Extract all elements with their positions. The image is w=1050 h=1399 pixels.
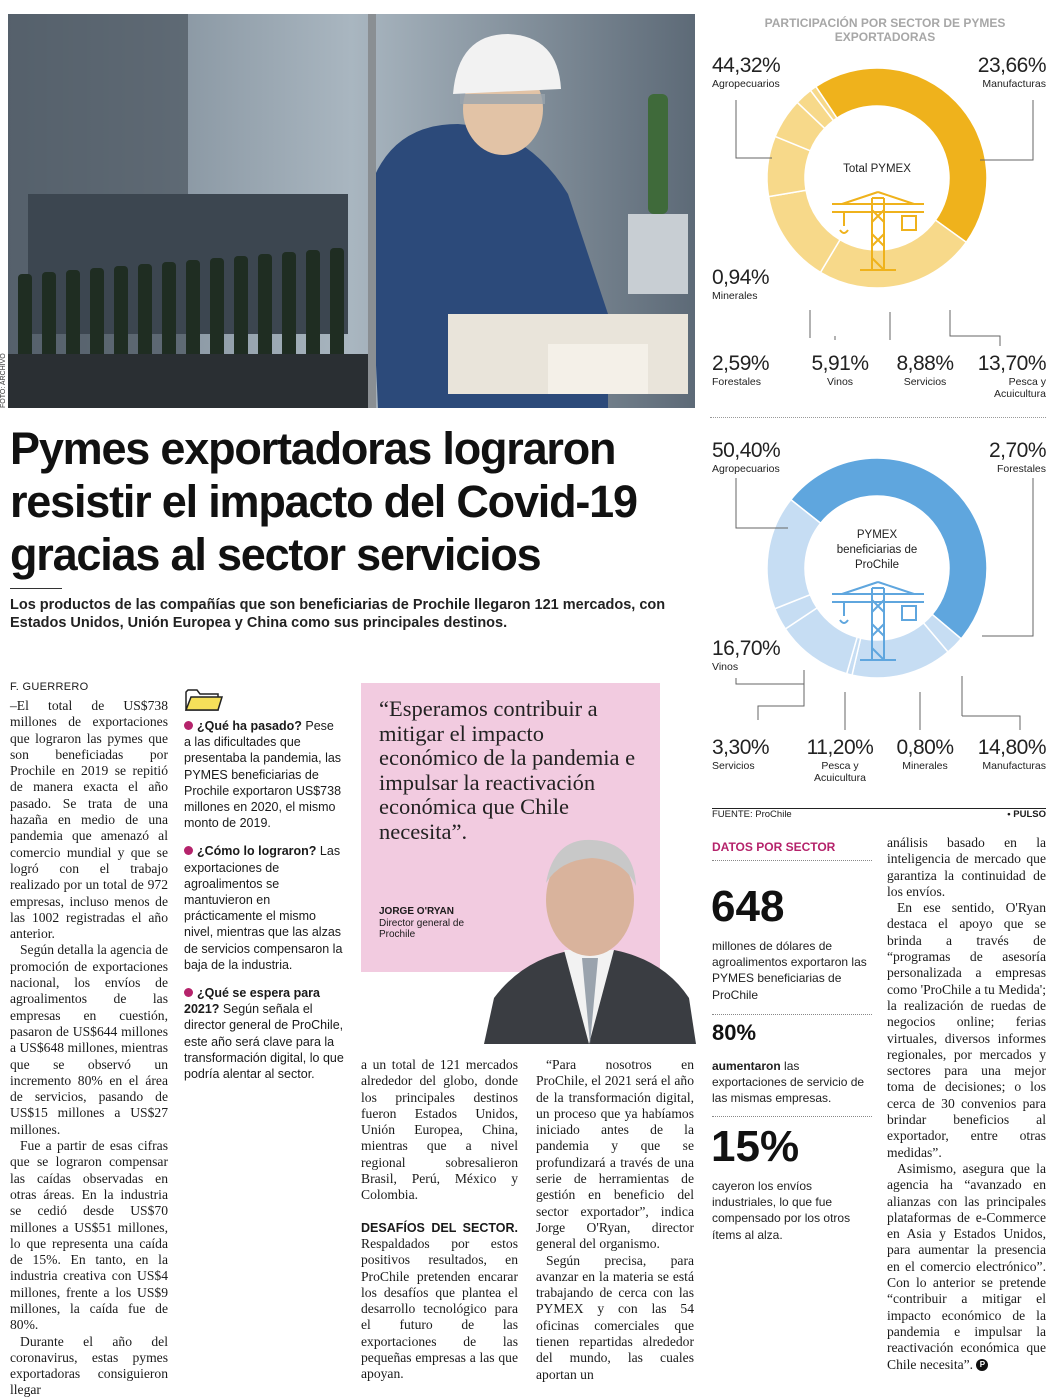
chart2-label-pesca: [800, 736, 880, 784]
photo-credit: FOTO: ARCHIVO: [0, 353, 7, 408]
qa-question: ¿Cómo lo lograron?: [197, 844, 317, 859]
slice-value: 5,91%: [811, 352, 869, 375]
quote-author-name: JORGE O'RYAN: [379, 906, 454, 917]
paragraph: “Para nosotros en ProChile, el 2021 será el año de la transformación digital, un proceso que ya habíamos iniciado antes de la pandemia y que se profundizará a través de una serie de herramientas de gestión en beneficio del sector exportador”, indica Jorge O'Ryan, director general del organismo.: [536, 1057, 694, 1252]
slice-label: Minerales: [902, 760, 948, 772]
bullet-dot: [184, 721, 193, 730]
slice-label: Pesca y Acuicultura: [994, 376, 1046, 400]
slice-label: Forestales: [996, 463, 1046, 475]
leader-line: [982, 478, 1033, 636]
donut-slice-manufacturas: [820, 220, 966, 288]
qa-answer: Las exportaciones de agroalimentos se mantuvieron en prácticamente el mismo nivel, mientras que las alzas de servicios compensaron la baja de la industria.: [184, 844, 343, 972]
paragraph: –El total de US$738 millones de exportaciones que lograron las pymes que son beneficiadas por Prochile en 2019 se repitió de manera exacta el año pasado. Se trata de una hazaña en medio de una pandemia que amenazó al comercio mundial y que se logró con el trabajo realizado por un total de 972 empresas, incluso menos de las 1002 registradas el año anterior.: [10, 698, 168, 942]
datos-text-2-bold: aumentaron: [712, 1059, 781, 1073]
slice-value: 0,94%: [712, 266, 770, 289]
chart1-label-minerales: [712, 266, 769, 302]
slice-value: 13,70%: [977, 352, 1046, 375]
qa-item: [184, 718, 344, 831]
slice-value: 2,70%: [988, 439, 1046, 462]
chart2-label-forestales: [940, 439, 1046, 475]
donut-center-label: PYMEX: [856, 529, 898, 541]
subheadline: Los productos de las compañías que son beneficiarias de Prochile llegaron 121 mercados, con Estados Unidos, Unión Europea y China como sus principales destinos.: [10, 597, 666, 631]
paragraph: Según precisa, para avanzar en la materia se está trabajando de cerca con las PYMEX y con las 54 oficinas comerciales que tienen repartidas alrededor del mundo, las cuales aportan un: [536, 1252, 694, 1382]
donut-slice-vinos: [767, 500, 821, 609]
leader-line: [950, 310, 1000, 346]
headline: Pymes exportadoras lograron resistir el impacto del Covid-19 gracias al sector servicios: [10, 423, 637, 580]
pull-quote-text: “Esperamos contribuir a mitigar el impacto económico de la pandemia e impulsar la reactivación económica que Chile necesita”.: [379, 696, 636, 844]
paragraph: [887, 1161, 1046, 1373]
slice-label: Forestales: [712, 376, 762, 388]
chart1-label-forestales: [712, 352, 769, 388]
paragraph: análisis basado en la inteligencia de mercado que garantiza la continuidad de los envíos.: [887, 835, 1046, 899]
byline: F. GUERRERO: [10, 681, 89, 693]
slice-label: Manufacturas: [982, 760, 1046, 772]
factory-illustration: [8, 14, 695, 408]
headline-rule: [10, 588, 62, 589]
section-lead: DESAFÍOS DEL SECTOR.: [361, 1220, 518, 1235]
article-column-6: [887, 835, 1046, 1373]
portrait-photo: [484, 838, 696, 1049]
slice-value: 0,80%: [896, 736, 954, 759]
factory-photo: [8, 14, 695, 408]
donut-chart-prochile: [700, 430, 1050, 750]
chart2-label-minerales: [885, 736, 965, 772]
section-body: Respaldados por estos positivos resultados, en ProChile pretenden encarar los desafíos que plantea el desarrollo tecnológico para el futuro de las exportaciones de las pequeñas empresas a las que apoyan.: [361, 1235, 518, 1382]
paragraph: Fue a partir de esas cifras que se lograron compensar las caídas observadas en otras áreas. En la industria se cedió desde US$70 millones a US$51 millones, lo que representa una caída de 15%. En tanto, en la industria creativa con US$4 millones, frente a los US$9 millones, la caída fue de 80%.: [10, 1138, 168, 1333]
slice-label: Agropecuarios: [712, 463, 780, 475]
datos-number-1: 648: [711, 882, 785, 931]
chart1-label-pesca: [976, 352, 1046, 400]
qa-item: [184, 843, 344, 973]
paragraph: [361, 1220, 518, 1383]
datos-text-2-rest: las exportaciones de servicio de las mismas empresas.: [712, 1059, 865, 1106]
datos-number-2: 80%: [712, 1020, 757, 1045]
chart2-label-manuf: [966, 736, 1046, 772]
datos-text-1: millones de dólares de agroalimentos exportaron las PYMES beneficiarias de ProChile: [712, 939, 867, 1002]
donut-center-label: ProChile: [854, 559, 900, 571]
infographic-title: PARTICIPACIÓN POR SECTOR DE PYMES EXPORTADORAS: [764, 16, 1006, 44]
slice-value: 44,32%: [712, 54, 781, 77]
datos-divider: [712, 860, 872, 861]
leader-line: [736, 100, 772, 158]
slice-value: 11,20%: [806, 736, 874, 759]
chart2-label-agro: [712, 439, 780, 475]
article-column-4: [536, 1057, 694, 1383]
chart1-label-manuf: [940, 54, 1046, 90]
leader-line: [758, 680, 804, 720]
leader-line: [980, 100, 1033, 160]
datos-text-2: [712, 1058, 872, 1107]
slice-label: Manufacturas: [982, 78, 1046, 90]
folder-icon: [184, 686, 224, 717]
datos-divider: [712, 1116, 872, 1117]
leader-line: [962, 676, 1020, 730]
slice-value: 3,30%: [712, 736, 770, 759]
qa-item: [184, 985, 344, 1082]
slice-value: 2,59%: [712, 352, 770, 375]
datos-divider: [712, 1014, 872, 1015]
slice-label: Servicios: [903, 376, 947, 388]
slice-value: 8,88%: [896, 352, 954, 375]
paragraph-text: Asimismo, asegura que la agencia ha “avanzado en alianzas con las principales plataformas de e-Commerce en Asia y Estados Unidos, para aumentar la presencia en el comercio electrónico”. Con lo anterior se pretende “contribuir a mitigar el impacto económico de la pandemia e impulsar la reactivación económica que Chile necesita”.: [887, 1160, 1046, 1372]
article-column-3: [361, 1057, 518, 1383]
slice-label: Vinos: [826, 376, 854, 388]
paragraph: En ese sentido, O'Ryan destaca el apoyo que se brinda a través de “programas de asesoría personalizada a empresas como 'ProChile a tu Medida'; la realización de ruedas de negocios online; ferias virtuales, diversos informes regionales, por mercados y sectores para una mejor toma de decisiones; o los cerca de 30 convenios para brindar beneficios al exportador, entre otras medidas”.: [887, 900, 1046, 1160]
datos-number-3: 15%: [711, 1122, 800, 1171]
slice-value: 14,80%: [977, 736, 1046, 759]
divider: [710, 417, 1046, 418]
end-mark-icon: P: [976, 1359, 988, 1371]
bullet-dot: [184, 988, 193, 997]
slice-label: Pesca y Acuicultura: [814, 760, 866, 784]
slice-label: Servicios: [712, 760, 755, 772]
datos-title: DATOS POR SECTOR: [712, 840, 836, 854]
source-brand: • PULSO: [1007, 809, 1046, 820]
quote-author-role: Director general de Prochile: [379, 918, 465, 940]
qa-box: [184, 718, 344, 1094]
slice-label: Minerales: [712, 290, 758, 302]
paragraph: Durante el año del coronavirus, estas pymes exportadoras consiguieron llegar: [10, 1333, 168, 1398]
source-label: FUENTE: ProChile: [712, 809, 792, 820]
slice-value: 50,40%: [712, 439, 781, 462]
donut-center-label: Total PYMEX: [843, 163, 911, 175]
slice-label: Vinos: [712, 661, 739, 673]
paragraph: a un total de 121 mercados alrededor del globo, donde los principales destinos fueron Estados Unidos, Unión Europea, China, mientras que a nivel regional sobresalieron Brasil, Perú, México y Colombia.: [361, 1057, 518, 1203]
datos-text-3: cayeron los envíos industriales, lo que fue compensado por los otros ítems al alza.: [712, 1179, 851, 1242]
qa-answer: Según señala el director general de ProChile, este año será clave para la transformación digital, lo que podría alentar al sector.: [184, 1002, 344, 1082]
bullet-dot: [184, 846, 193, 855]
slice-value: 16,70%: [712, 637, 781, 660]
slice-label: Agropecuarios: [712, 78, 780, 90]
chart2-label-vinos: [712, 637, 780, 673]
slice-value: 23,66%: [977, 54, 1046, 77]
paragraph: Según detalla la agencia de promoción de exportaciones nacional, los envíos de agroalimentos de las empresas en cuestión, pasaron de US$644 millones a US$648 millones, mientras que se observó un incremento 80% en el área de servicios, pasando de US$15 millones a US$27 millones.: [10, 942, 168, 1137]
chart2-label-servicios: [712, 736, 769, 772]
article-column-1: [10, 698, 168, 1399]
qa-question: ¿Qué ha pasado?: [197, 719, 302, 733]
donut-center-label: beneficiarias de: [836, 544, 918, 556]
chart1-label-agro: [712, 54, 780, 90]
qa-answer: Pese a las dificultades que presentaba la pandemia, las PYMES beneficiarias de Prochile exportaron US$738 millones en 2020, el mismo monto de 2019.: [184, 719, 342, 831]
qa-question: ¿Qué se espera para 2021?: [184, 986, 320, 1017]
chart1-label-servicios: [885, 352, 965, 388]
chart1-label-vinos: [800, 352, 880, 388]
